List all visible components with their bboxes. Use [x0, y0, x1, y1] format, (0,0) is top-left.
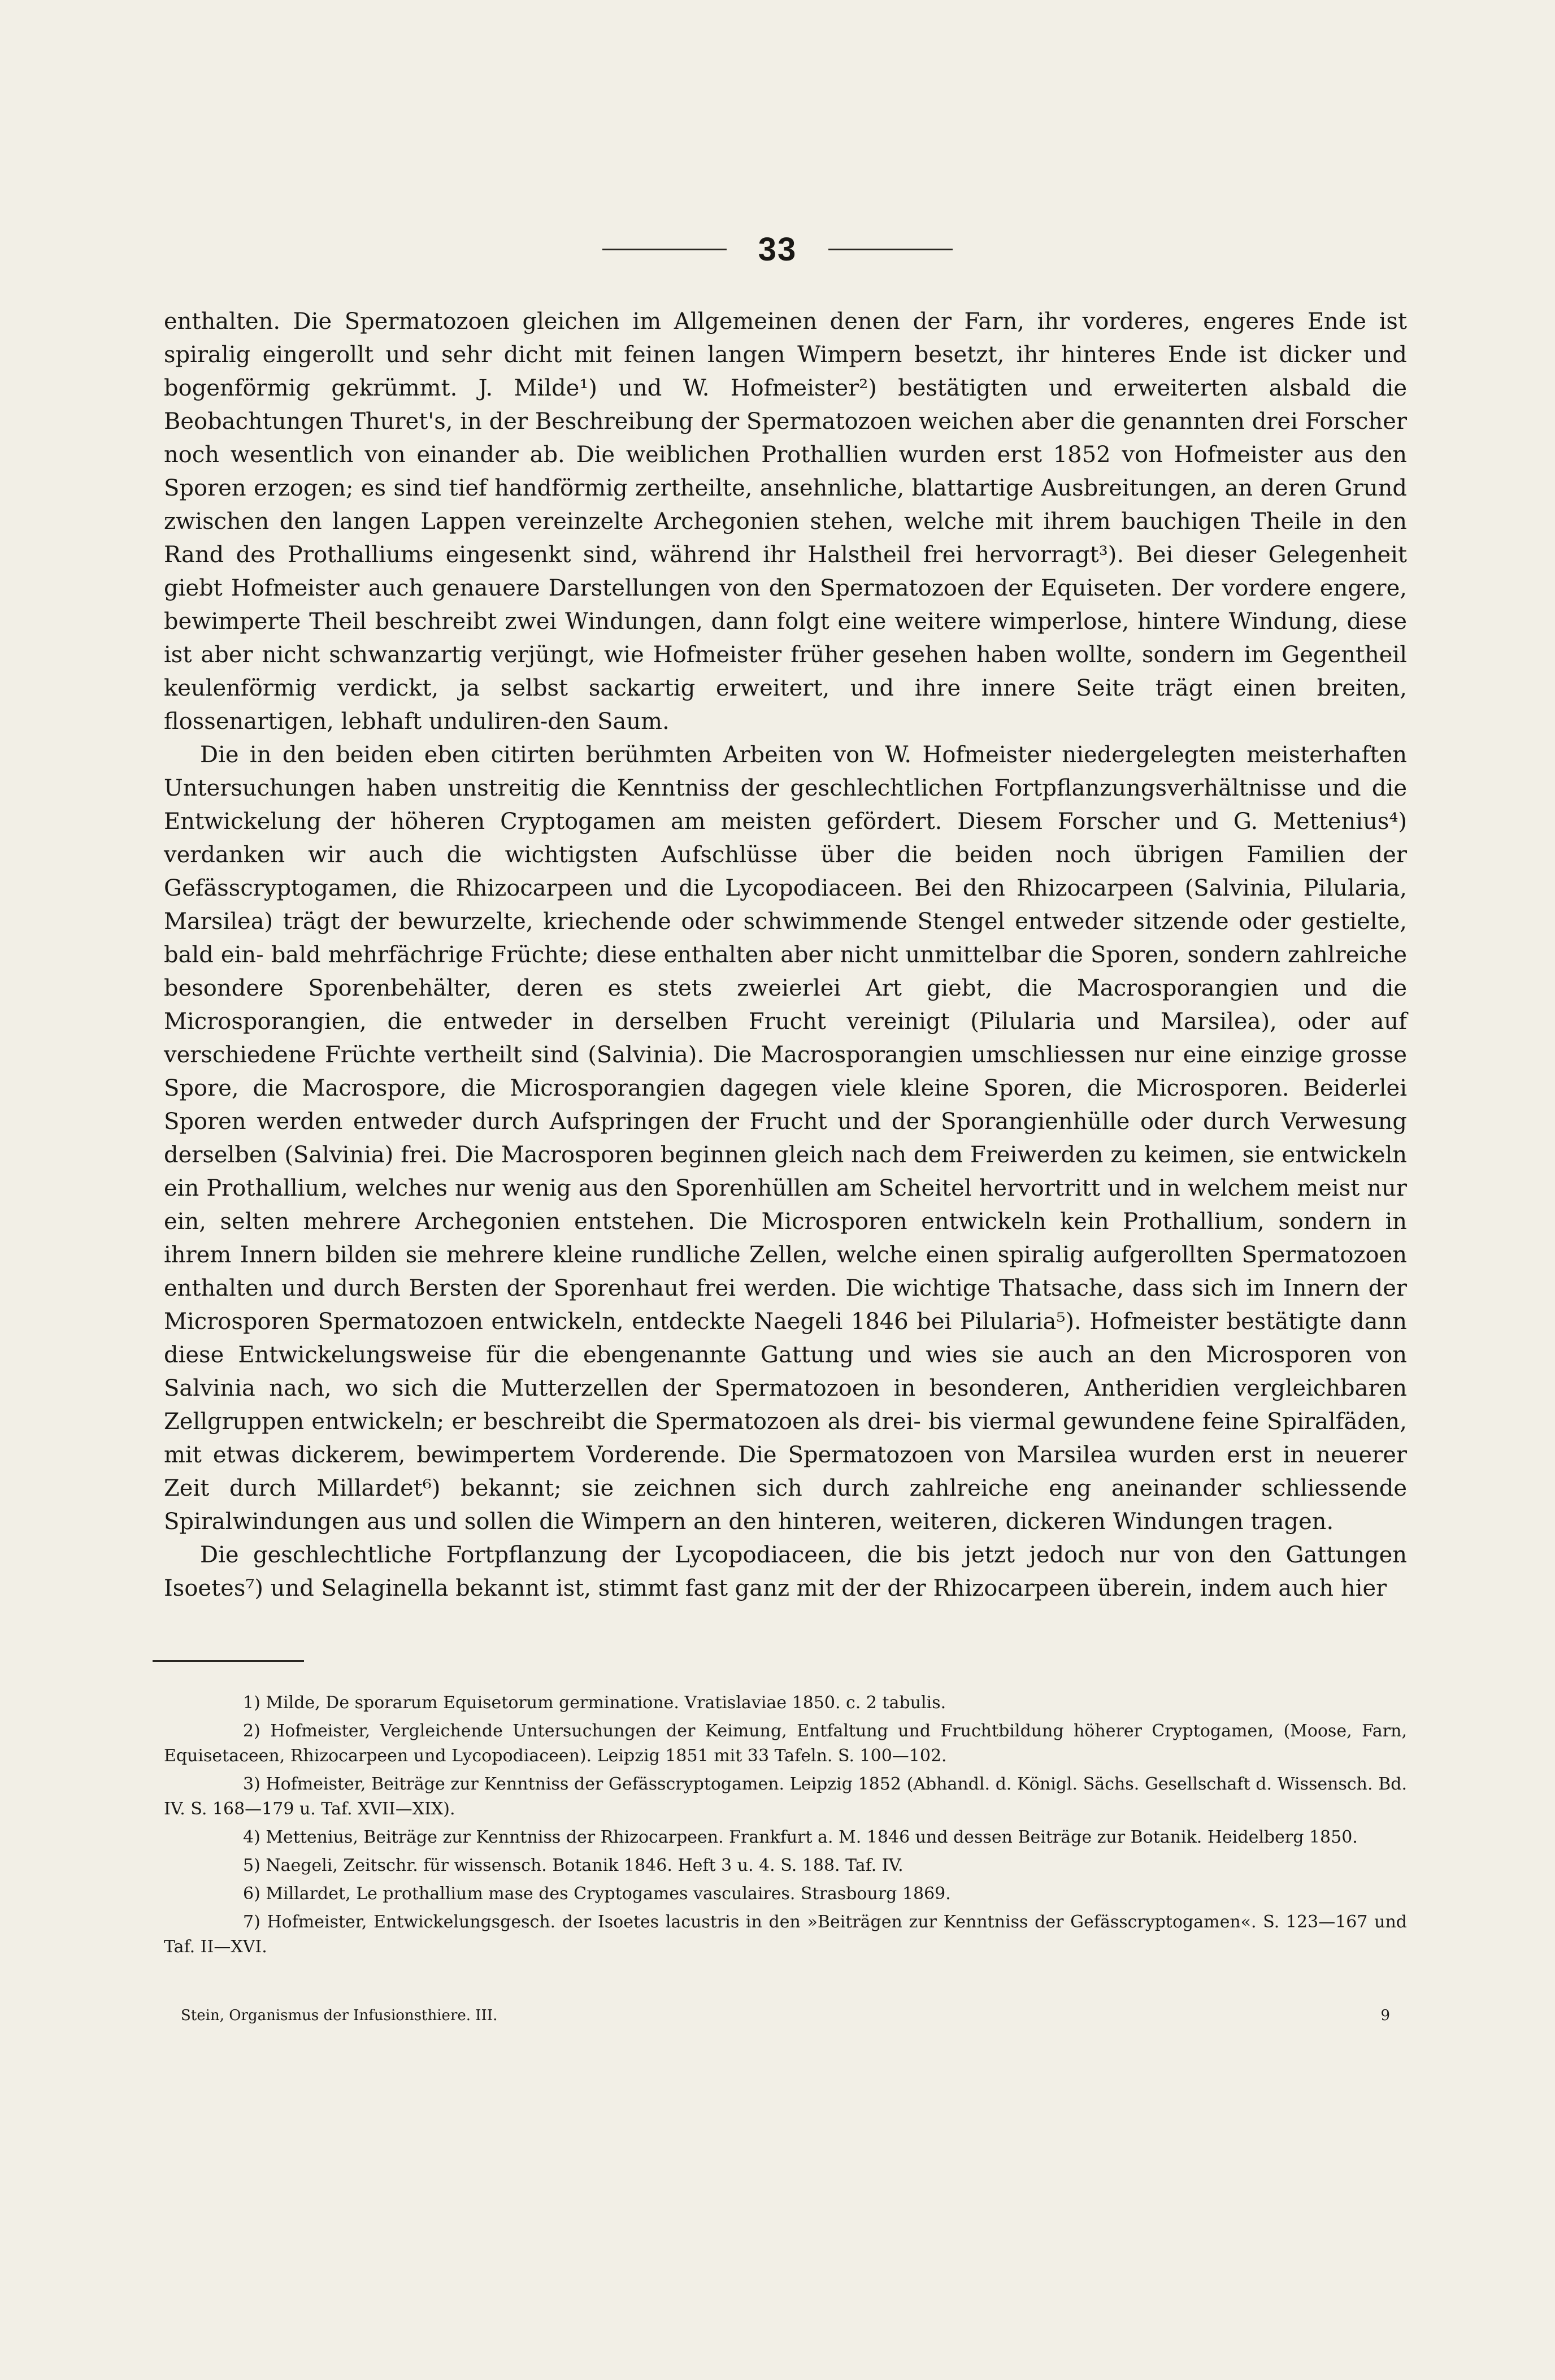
page-header — [0, 231, 1555, 268]
printer-signature — [181, 2007, 1390, 2024]
header-rule-left — [602, 249, 727, 250]
footnote-2: 2) Hofmeister, Vergleichende Untersuchungen der Keimung, Entfaltung und Fruchtbildung höherer Cryptogamen, (Moose, Farn, Equisetaceen, Rhizocarpeen und Lycopodiaceen). Leipzig 1851 mit 33 Tafeln. S. 100—102. — [164, 1721, 1407, 1766]
footnote-7: 7) Hofmeister, Entwickelungsgesch. der Isoetes lacustris in den »Beiträgen zur Kenntniss der Gefässcryptogamen«. S. 123—167 und Taf. II—XVI. — [164, 1912, 1407, 1957]
page-number: 33 — [758, 231, 797, 268]
signature-title: Stein, Organismus der Infusionsthiere. III. — [181, 2007, 498, 2024]
paragraph-2: Die in den beiden eben citirten berühmten Arbeiten von W. Hofmeister niedergelegten meisterhaften Untersuchungen haben unstreitig die Kenntniss der geschlechtlichen Fortpflanzungsverhältnisse und die Entwickelung der höheren Cryptogamen am meisten gefördert. Diesem Forscher und G. Mettenius⁴) verdanken wir auch die wichtigsten Aufschlüsse über die beiden noch übrigen Familien der Gefässcryptogamen, die Rhizocarpeen und die Lycopodiaceen. Bei den Rhizocarpeen (Salvinia, Pilularia, Marsilea) trägt der bewurzelte, kriechende oder schwimmende Stengel entweder sitzende oder gestielte, bald ein- bald mehrfächrige Früchte; diese enthalten aber nicht unmittelbar die Sporen, sondern zahlreiche besondere Sporenbehälter, deren es stets zweierlei Art giebt, die Macrosporangien und die Microsporangien, die entweder in derselben Frucht vereinigt (Pilularia und Marsilea), oder auf verschiedene Früchte vertheilt sind (Salvinia). Die Macrosporangien umschliessen nur eine einzige grosse Spore, die Macrospore, die Microsporangien dagegen viele kleine Sporen, die Microsporen. Beiderlei Sporen werden entweder durch Aufspringen der Frucht und der Sporangienhülle oder durch Verwesung derselben (Salvinia) frei. Die Macrosporen beginnen gleich nach dem Freiwerden zu keimen, sie entwickeln ein Prothallium, welches nur wenig aus den Sporenhüllen am Scheitel hervortritt und in welchem meist nur ein, selten mehrere Archegonien entstehen. Die Microsporen entwickeln kein Prothallium, sondern in ihrem Innern bilden sie mehrere kleine rundliche Zellen, welche einen spiralig aufgerollten Spermatozoen enthalten und durch Bersten der Sporenhaut frei werden. Die wichtige Thatsache, dass sich im Innern der Microsporen Spermatozoen entwickeln, entdeckte Naegeli 1846 bei Pilularia⁵). Hofmeister bestätigte dann diese Entwickelungsweise für die ebengenannte Gattung und wies sie auch an den Microsporen von Salvinia nach, wo sich die Mutterzellen der Spermatozoen in besonderen, Antheridien vergleichbaren Zellgruppen entwickeln; er beschreibt die Spermatozoen als drei- bis viermal gewundene feine Spiralfäden, mit etwas dickerem, bewimpertem Vorderende. Die Spermatozoen von Marsilea wurden erst in neuerer Zeit durch Millardet⁶) bekannt; sie zeichnen sich durch zahlreiche eng aneinander schliessende Spiralwindungen aus und sollen die Wimpern an den hinteren, weiteren, dickeren Windungen tragen. — [164, 742, 1407, 1535]
footnote-6: 6) Millardet, Le prothallium mase des Cryptogames vasculaires. Strasbourg 1869. — [243, 1884, 951, 1904]
body-text — [164, 305, 1407, 1605]
footnote-separator — [153, 1660, 304, 1662]
footnote-5: 5) Naegeli, Zeitschr. für wissensch. Botanik 1846. Heft 3 u. 4. S. 188. Taf. IV. — [243, 1856, 904, 1875]
footnote-1: 1) Milde, De sporarum Equisetorum germinatione. Vratislaviae 1850. c. 2 tabulis. — [243, 1693, 946, 1713]
signature-number: 9 — [1380, 2007, 1390, 2024]
header-rule-right — [828, 249, 953, 250]
footnotes — [164, 1691, 1407, 1963]
paragraph-1: enthalten. Die Spermatozoen gleichen im Allgemeinen denen der Farn, ihr vorderes, engeres Ende ist spiralig eingerollt und sehr dicht mit feinen langen Wimpern besetzt, ihr hinteres Ende ist dicker und bogenförmig gekrümmt. J. Milde¹) und W. Hofmeister²) bestätigten und erweiterten alsbald die Beobachtungen Thuret's, in der Beschreibung der Spermatozoen weichen aber die genannten drei Forscher noch wesentlich von einander ab. Die weiblichen Prothallien wurden erst 1852 von Hofmeister aus den Sporen erzogen; es sind tief handförmig zertheilte, ansehnliche, blattartige Ausbreitungen, an deren Grund zwischen den langen Lappen vereinzelte Archegonien stehen, welche mit ihrem bauchigen Theile in den Rand des Prothalliums eingesenkt sind, während ihr Halstheil frei hervorragt³). Bei dieser Gelegenheit giebt Hofmeister auch genauere Darstellungen von den Spermatozoen der Equiseten. Der vordere engere, bewimperte Theil beschreibt zwei Windungen, dann folgt eine weitere wimperlose, hintere Windung, diese ist aber nicht schwanzartig verjüngt, wie Hofmeister früher gesehen haben wollte, sondern im Gegentheil keulenförmig verdickt, ja selbst sackartig erweitert, und ihre innere Seite trägt einen breiten, flossenartigen, lebhaft unduliren-den Saum. — [164, 309, 1407, 735]
paragraph-3: Die geschlechtliche Fortpflanzung der Lycopodiaceen, die bis jetzt jedoch nur von den Gattungen Isoetes⁷) und Selaginella bekannt ist, stimmt fast ganz mit der der Rhizocarpeen überein, indem auch hier — [164, 1542, 1407, 1601]
footnote-4: 4) Mettenius, Beiträge zur Kenntniss der Rhizocarpeen. Frankfurt a. M. 1846 und dessen Beiträge zur Botanik. Heidelberg 1850. — [243, 1827, 1358, 1847]
footnote-3: 3) Hofmeister, Beiträge zur Kenntniss der Gefässcryptogamen. Leipzig 1852 (Abhandl. d. Königl. Sächs. Gesellschaft d. Wissensch. Bd. IV. S. 168—179 u. Taf. XVII—XIX). — [164, 1774, 1407, 1819]
